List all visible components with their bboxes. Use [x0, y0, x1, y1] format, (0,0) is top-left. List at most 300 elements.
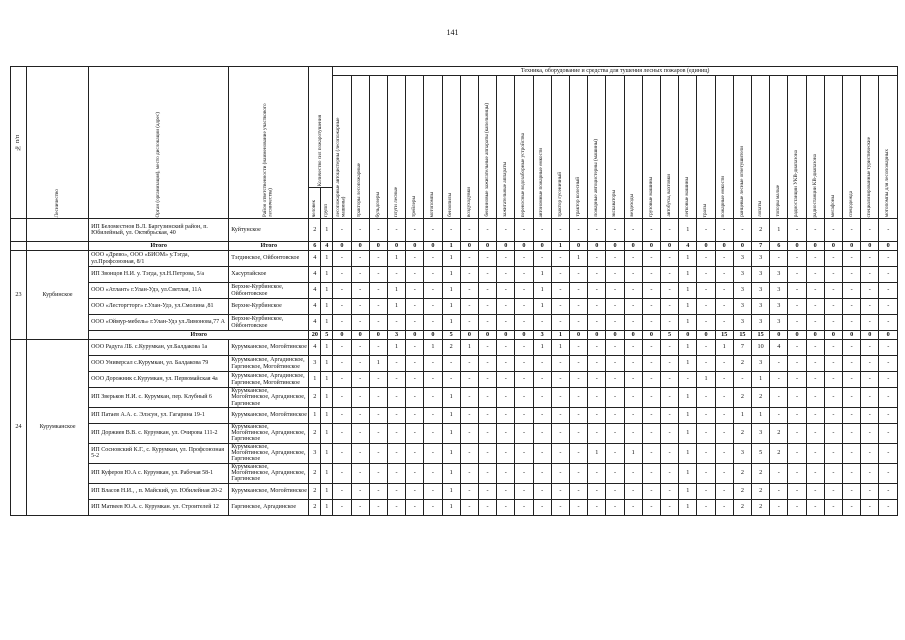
total-value: 0 — [369, 331, 387, 340]
groups-cell: 1 — [321, 315, 333, 331]
value-cell: - — [843, 388, 861, 408]
value-cell: - — [588, 407, 606, 423]
value-cell: - — [788, 443, 806, 463]
value-cell: - — [533, 315, 551, 331]
value-cell: 3 — [770, 299, 788, 315]
value-cell: - — [879, 219, 898, 242]
value-cell: 1 — [770, 219, 788, 242]
value-cell: 3 — [733, 251, 751, 267]
value-cell: 1 — [442, 407, 460, 423]
value-cell: - — [351, 463, 369, 483]
groups-cell: 1 — [321, 423, 333, 443]
header-equipment-30: мотопомпы для лесопожарных — [879, 76, 898, 219]
value-cell: - — [806, 407, 824, 423]
value-cell: - — [424, 267, 442, 283]
value-cell: 1 — [533, 299, 551, 315]
value-cell: - — [478, 372, 496, 388]
value-cell: - — [697, 499, 715, 515]
value-cell: - — [588, 299, 606, 315]
value-cell: - — [478, 388, 496, 408]
value-cell: - — [424, 315, 442, 331]
value-cell: - — [515, 315, 533, 331]
value-cell: - — [387, 388, 405, 408]
forestry-name — [27, 242, 89, 251]
value-cell: - — [515, 219, 533, 242]
value-cell: - — [369, 388, 387, 408]
value-cell: - — [351, 372, 369, 388]
value-cell: - — [515, 407, 533, 423]
header-equipment-0: лесопожарные автоцистерны (лесопожарные машины) — [333, 76, 351, 219]
total-value: 0 — [661, 242, 679, 251]
total-value: 0 — [460, 242, 478, 251]
value-cell: 1 — [679, 219, 697, 242]
value-cell: - — [661, 483, 679, 499]
value-cell: - — [606, 356, 624, 372]
value-cell: - — [679, 372, 697, 388]
value-cell: - — [497, 463, 515, 483]
value-cell: - — [351, 407, 369, 423]
value-cell: - — [588, 372, 606, 388]
value-cell: - — [551, 283, 569, 299]
value-cell: - — [624, 372, 642, 388]
value-cell: 1 — [679, 251, 697, 267]
value-cell: 1 — [387, 283, 405, 299]
table-row — [11, 283, 898, 299]
value-cell: 3 — [752, 283, 770, 299]
area-cell: Курумканское, Могойтинское — [229, 407, 309, 423]
table-row — [11, 299, 898, 315]
value-cell: 3 — [733, 443, 751, 463]
value-cell: - — [843, 499, 861, 515]
value-cell: - — [861, 356, 879, 372]
total-value: 0 — [351, 331, 369, 340]
value-cell: 2 — [752, 463, 770, 483]
value-cell: - — [661, 315, 679, 331]
value-cell: - — [369, 372, 387, 388]
row-num — [11, 242, 27, 251]
header-equipment-25: радиостанции УКВ-диапазона — [788, 76, 806, 219]
total-value: 0 — [879, 242, 898, 251]
value-cell: - — [697, 267, 715, 283]
area-cell: Курумканское, Аргадинское, Гаргинское, Могойтинское — [229, 356, 309, 372]
value-cell: - — [879, 340, 898, 356]
value-cell: - — [861, 372, 879, 388]
value-cell: - — [387, 407, 405, 423]
value-cell: - — [697, 283, 715, 299]
value-cell: - — [642, 315, 660, 331]
value-cell: - — [624, 463, 642, 483]
header-equipment-26: радиостанции КВ-диапазона — [806, 76, 824, 219]
value-cell: - — [351, 219, 369, 242]
value-cell: 1 — [679, 407, 697, 423]
total-value: 0 — [478, 242, 496, 251]
header-num: № п/п — [11, 67, 27, 219]
value-cell: - — [624, 356, 642, 372]
value-cell: 2 — [733, 388, 751, 408]
header-equipment-22: ранцевые лесные огнетушители — [733, 76, 751, 219]
header-equipment-1: тракторы лесопожарные — [351, 76, 369, 219]
value-cell: - — [879, 388, 898, 408]
value-cell: - — [460, 219, 478, 242]
total-value: 0 — [569, 242, 587, 251]
area-cell: Курумканское, Могойтинское, Аргадинское, Гаргинское — [229, 388, 309, 408]
people-cell: 1 — [309, 372, 321, 388]
people-cell: 4 — [309, 340, 321, 356]
value-cell: - — [569, 267, 587, 283]
value-cell: - — [788, 299, 806, 315]
header-equipment-5: мотопомпы — [424, 76, 442, 219]
page-number: 141 — [446, 28, 459, 37]
total-value: 1 — [551, 331, 569, 340]
total-value: 0 — [806, 242, 824, 251]
value-cell: - — [424, 356, 442, 372]
total-people: 20 — [309, 331, 321, 340]
header-forestry: Лесничество — [27, 67, 89, 219]
value-cell: - — [642, 463, 660, 483]
value-cell: 3 — [752, 356, 770, 372]
people-cell: 1 — [309, 407, 321, 423]
value-cell: - — [788, 251, 806, 267]
total-row — [11, 331, 898, 340]
value-cell: - — [806, 356, 824, 372]
total-value: 0 — [843, 331, 861, 340]
value-cell: - — [697, 219, 715, 242]
total-value: 0 — [406, 242, 424, 251]
value-cell: - — [861, 219, 879, 242]
value-cell: - — [406, 315, 424, 331]
total-sublabel: Итого — [229, 242, 309, 251]
value-cell: - — [478, 356, 496, 372]
header-equipment-14: пожарные автоцистерны (машины) — [588, 76, 606, 219]
value-cell: - — [606, 251, 624, 267]
total-value: 0 — [424, 331, 442, 340]
value-cell: - — [478, 315, 496, 331]
value-cell: 7 — [733, 340, 751, 356]
value-cell: - — [843, 340, 861, 356]
value-cell: - — [624, 340, 642, 356]
value-cell: - — [333, 356, 351, 372]
value-cell: - — [624, 283, 642, 299]
value-cell: - — [642, 423, 660, 443]
value-cell: - — [551, 483, 569, 499]
value-cell: - — [843, 423, 861, 443]
value-cell: - — [788, 219, 806, 242]
org-cell: ИП Власов Н.И., , п. Майский, ул. Юбилейная 20-2 — [89, 483, 229, 499]
people-cell: 2 — [309, 388, 321, 408]
area-cell: Верхне-Курбинское, Ойбонтовское — [229, 315, 309, 331]
value-cell: - — [770, 372, 788, 388]
value-cell: - — [351, 423, 369, 443]
value-cell: - — [497, 283, 515, 299]
value-cell: - — [533, 407, 551, 423]
value-cell: - — [533, 499, 551, 515]
value-cell: - — [406, 463, 424, 483]
people-cell: 3 — [309, 356, 321, 372]
total-value: 0 — [333, 331, 351, 340]
value-cell: - — [824, 372, 842, 388]
value-cell: - — [624, 251, 642, 267]
value-cell: - — [697, 340, 715, 356]
table-row — [11, 219, 898, 242]
total-value: 0 — [424, 242, 442, 251]
header-staff-people: человек — [309, 188, 321, 219]
value-cell: 1 — [387, 251, 405, 267]
value-cell: - — [351, 499, 369, 515]
value-cell: - — [588, 219, 606, 242]
value-cell: - — [424, 283, 442, 299]
value-cell: 3 — [733, 299, 751, 315]
value-cell: - — [770, 407, 788, 423]
value-cell: - — [824, 483, 842, 499]
value-cell: - — [424, 423, 442, 443]
value-cell: - — [788, 499, 806, 515]
value-cell: - — [351, 356, 369, 372]
value-cell: - — [697, 299, 715, 315]
value-cell: - — [861, 251, 879, 267]
total-value: 0 — [679, 331, 697, 340]
value-cell: - — [606, 463, 624, 483]
value-cell: - — [715, 372, 733, 388]
value-cell: 1 — [442, 267, 460, 283]
value-cell: - — [606, 315, 624, 331]
value-cell: - — [824, 283, 842, 299]
header-equipment-10: переносные водозаборные устройства — [515, 76, 533, 219]
value-cell: - — [770, 356, 788, 372]
total-value: 0 — [606, 242, 624, 251]
value-cell: - — [606, 299, 624, 315]
total-value: 0 — [806, 331, 824, 340]
total-value: 0 — [460, 331, 478, 340]
value-cell: - — [879, 299, 898, 315]
table-row — [11, 423, 898, 443]
value-cell: - — [387, 219, 405, 242]
value-cell: - — [515, 372, 533, 388]
value-cell: - — [843, 356, 861, 372]
table-row — [11, 463, 898, 483]
total-value: 0 — [861, 331, 879, 340]
value-cell: - — [497, 356, 515, 372]
header-equipment-21: пожарные емкости — [715, 76, 733, 219]
value-cell: 1 — [679, 267, 697, 283]
header-equipment-9: зажигательные аппараты — [497, 76, 515, 219]
value-cell: - — [624, 499, 642, 515]
value-cell: - — [351, 388, 369, 408]
value-cell: - — [806, 219, 824, 242]
header-equipment-12: трактор гусеничный — [551, 76, 569, 219]
value-cell: - — [424, 219, 442, 242]
value-cell: - — [861, 299, 879, 315]
value-cell: - — [806, 483, 824, 499]
value-cell: - — [442, 372, 460, 388]
value-cell: - — [551, 219, 569, 242]
value-cell: 2 — [752, 499, 770, 515]
value-cell: - — [697, 463, 715, 483]
total-value: 0 — [333, 242, 351, 251]
value-cell: - — [333, 219, 351, 242]
value-cell: - — [406, 423, 424, 443]
value-cell: - — [533, 463, 551, 483]
value-cell: - — [588, 483, 606, 499]
value-cell: - — [588, 499, 606, 515]
value-cell: 3 — [733, 315, 751, 331]
value-cell: - — [843, 267, 861, 283]
value-cell: - — [824, 463, 842, 483]
value-cell: - — [697, 315, 715, 331]
value-cell: - — [606, 267, 624, 283]
value-cell: - — [515, 340, 533, 356]
table-row — [11, 483, 898, 499]
header-equipment-29: специализированные туристические — [861, 76, 879, 219]
value-cell: 2 — [733, 499, 751, 515]
value-cell: - — [642, 356, 660, 372]
value-cell: 2 — [733, 423, 751, 443]
value-cell: - — [661, 407, 679, 423]
value-cell: - — [369, 340, 387, 356]
org-cell: ИП Куферов Ю.А с. Курумкан, ул. Рабочая 58-1 — [89, 463, 229, 483]
total-value: 3 — [387, 331, 405, 340]
org-cell: ИП Патаев А.А. с. Элэсун, ул. Гагарина 19-1 — [89, 407, 229, 423]
value-cell: - — [387, 483, 405, 499]
total-value: 0 — [569, 331, 587, 340]
value-cell: - — [406, 299, 424, 315]
total-value: 0 — [624, 242, 642, 251]
value-cell: - — [424, 463, 442, 483]
value-cell: - — [460, 356, 478, 372]
value-cell: - — [824, 407, 842, 423]
value-cell: 1 — [752, 372, 770, 388]
value-cell: - — [497, 315, 515, 331]
value-cell: - — [879, 499, 898, 515]
total-people: 6 — [309, 242, 321, 251]
value-cell: - — [715, 299, 733, 315]
value-cell: - — [661, 499, 679, 515]
value-cell: - — [460, 499, 478, 515]
value-cell: - — [369, 499, 387, 515]
header-equipment-3: плуги лесные — [387, 76, 405, 219]
value-cell: - — [497, 443, 515, 463]
value-cell: - — [879, 483, 898, 499]
value-cell: - — [642, 219, 660, 242]
total-value: 0 — [351, 242, 369, 251]
groups-cell: 1 — [321, 267, 333, 283]
value-cell: - — [387, 372, 405, 388]
value-cell: - — [642, 483, 660, 499]
value-cell: - — [588, 283, 606, 299]
value-cell: - — [806, 340, 824, 356]
table-row — [11, 388, 898, 408]
area-cell: Гаргинское, Аргадинское — [229, 499, 309, 515]
value-cell: 1 — [679, 315, 697, 331]
value-cell: - — [369, 219, 387, 242]
value-cell: - — [569, 463, 587, 483]
value-cell: 2 — [442, 340, 460, 356]
header-staff: Количество сил пожаротушения — [309, 67, 333, 188]
value-cell: - — [387, 267, 405, 283]
value-cell: - — [515, 299, 533, 315]
value-cell: - — [333, 372, 351, 388]
value-cell: 1 — [679, 443, 697, 463]
value-cell: - — [424, 483, 442, 499]
header-equipment-2: бульдозеры — [369, 76, 387, 219]
value-cell: 1 — [369, 356, 387, 372]
value-cell: - — [715, 356, 733, 372]
org-cell: ИП Сосновский К.Г., с. Курумкан, ул. Профсоюзная 5-2 — [89, 443, 229, 463]
value-cell: 1 — [679, 283, 697, 299]
value-cell: 2 — [752, 483, 770, 499]
value-cell: - — [806, 388, 824, 408]
table-row — [11, 251, 898, 267]
value-cell: - — [551, 423, 569, 443]
value-cell: - — [551, 251, 569, 267]
value-cell: - — [624, 315, 642, 331]
value-cell: - — [387, 499, 405, 515]
value-cell: - — [770, 499, 788, 515]
value-cell: - — [843, 315, 861, 331]
area-cell: Куйтунское — [229, 219, 309, 242]
groups-cell: 1 — [321, 388, 333, 408]
total-value: 7 — [752, 242, 770, 251]
value-cell: 1 — [442, 299, 460, 315]
value-cell: - — [588, 340, 606, 356]
value-cell: - — [733, 219, 751, 242]
org-cell: ИП Звонцов Н.И. у. Тэгда, ул.Н.Петрова, 5/а — [89, 267, 229, 283]
value-cell: - — [879, 463, 898, 483]
value-cell: - — [861, 388, 879, 408]
value-cell: - — [697, 251, 715, 267]
value-cell: - — [879, 251, 898, 267]
value-cell: - — [642, 443, 660, 463]
value-cell: - — [661, 443, 679, 463]
value-cell: - — [824, 499, 842, 515]
value-cell: - — [715, 499, 733, 515]
value-cell: - — [497, 251, 515, 267]
value-cell: - — [478, 219, 496, 242]
value-cell: - — [497, 423, 515, 443]
value-cell: - — [424, 299, 442, 315]
value-cell: - — [606, 219, 624, 242]
value-cell: - — [406, 388, 424, 408]
total-value: 0 — [715, 242, 733, 251]
total-value: 0 — [478, 331, 496, 340]
org-cell: ООО «Атлант» г.Улан-Удэ, ул.Светлая, 11А — [89, 283, 229, 299]
value-cell: - — [861, 407, 879, 423]
total-value: 15 — [715, 331, 733, 340]
value-cell: - — [424, 407, 442, 423]
value-cell: - — [788, 340, 806, 356]
value-cell: - — [369, 483, 387, 499]
row-num — [11, 219, 27, 242]
total-value: 0 — [788, 331, 806, 340]
value-cell: - — [406, 267, 424, 283]
value-cell: - — [333, 499, 351, 515]
total-value: 0 — [824, 242, 842, 251]
value-cell: - — [588, 423, 606, 443]
header-equipment-23: лопаты — [752, 76, 770, 219]
people-cell: 3 — [309, 443, 321, 463]
value-cell: - — [661, 283, 679, 299]
org-cell: ООО Радуга ЛБ. с.Курумкан, ул.Балдакова 1а — [89, 340, 229, 356]
value-cell: - — [442, 219, 460, 242]
value-cell: - — [533, 388, 551, 408]
value-cell: - — [333, 443, 351, 463]
value-cell: 3 — [752, 299, 770, 315]
value-cell: - — [824, 267, 842, 283]
value-cell: 2 — [770, 443, 788, 463]
value-cell: - — [497, 299, 515, 315]
value-cell: - — [861, 340, 879, 356]
row-num: 23 — [11, 251, 27, 340]
value-cell: - — [478, 463, 496, 483]
